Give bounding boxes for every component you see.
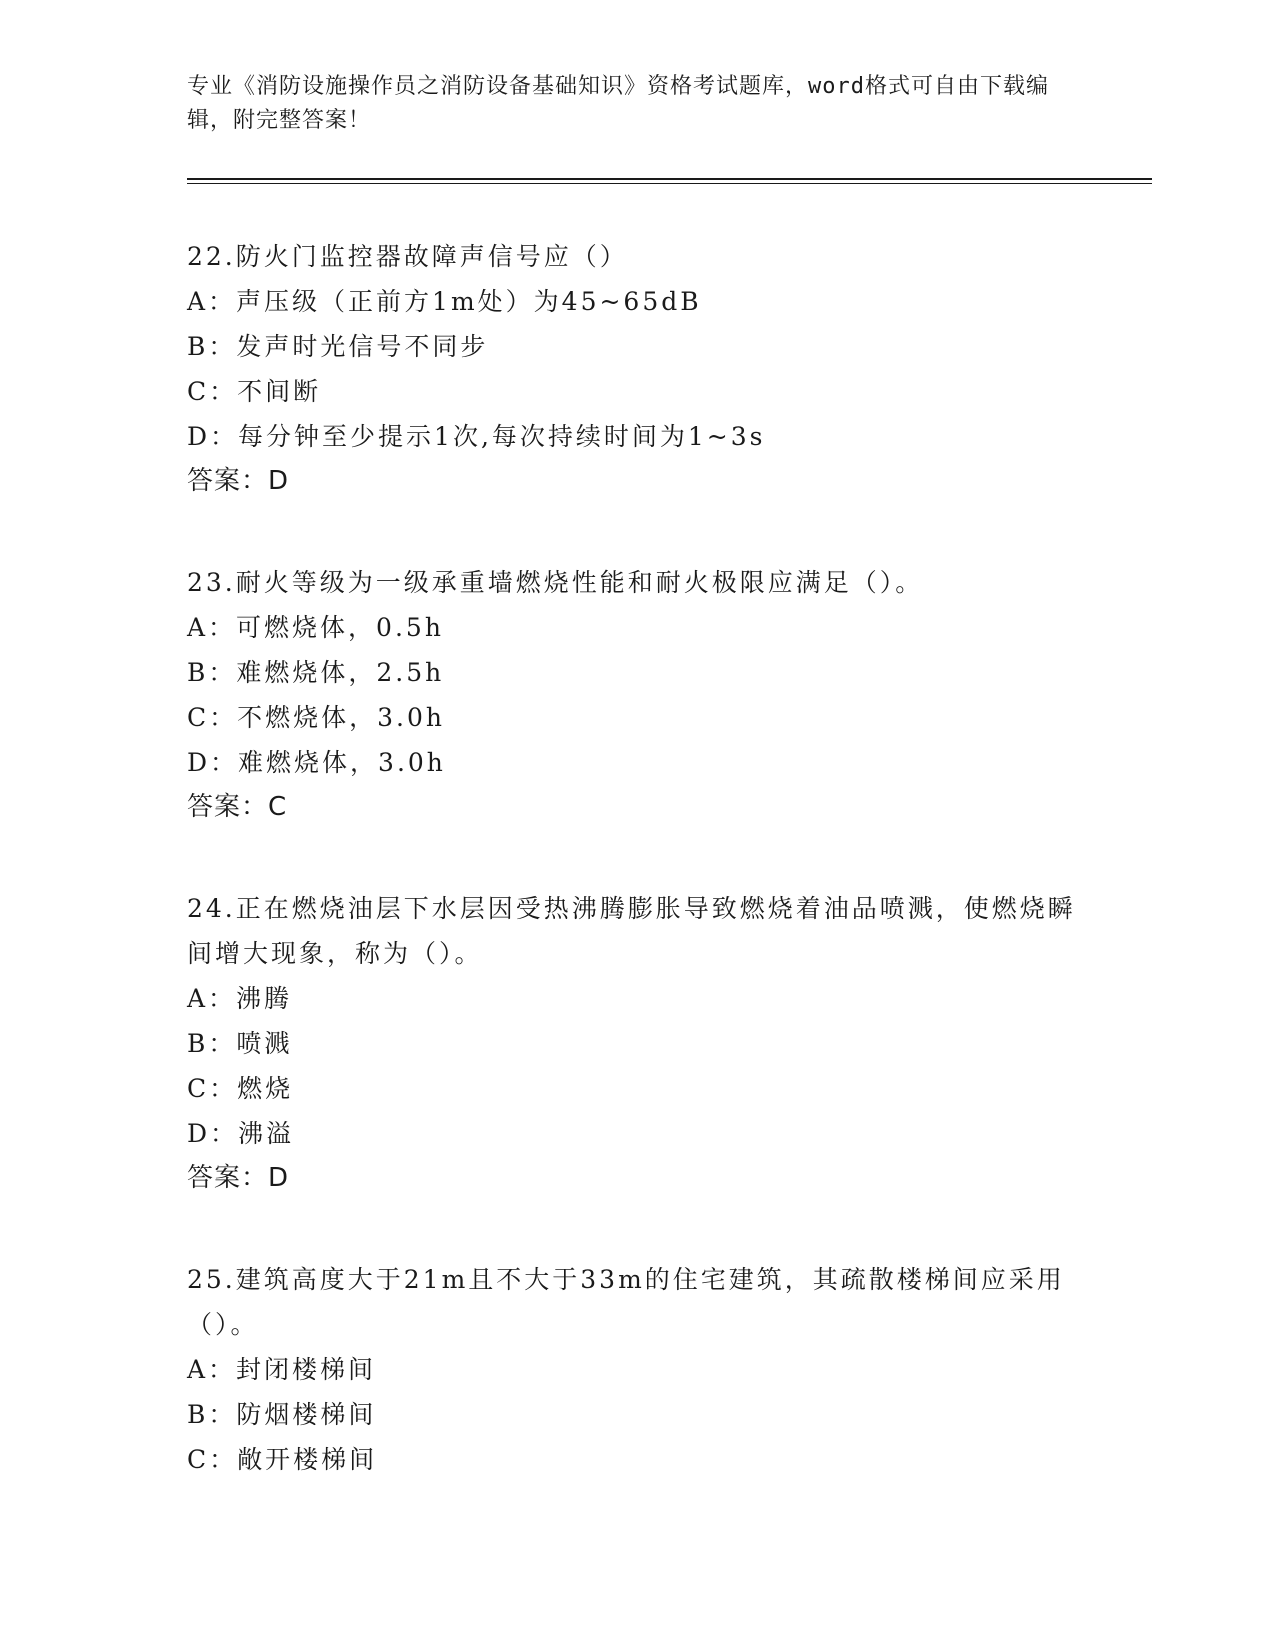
header-divider xyxy=(187,178,1152,180)
option-a: A：声压级（正前方1m处）为45~65dB xyxy=(187,287,702,316)
question-stem: 24.正在燃烧油层下水层因受热沸腾膨胀导致燃烧着油品喷溅，使燃烧瞬间增大现象，称为（）。 xyxy=(187,894,1076,968)
question-23 xyxy=(187,560,1077,830)
question-25 xyxy=(187,1257,1077,1482)
option-b: B：防烟楼梯间 xyxy=(187,1400,377,1429)
answer: 答案：C xyxy=(187,792,288,822)
option-a: A：可燃烧体，0.5h xyxy=(187,613,444,642)
question-stem: 23.耐火等级为一级承重墙燃烧性能和耐火极限应满足（）。 xyxy=(187,568,924,597)
question-24 xyxy=(187,886,1077,1201)
question-stem: 22.防火门监控器故障声信号应（） xyxy=(187,242,628,271)
option-d: D：难燃烧体，3.0h xyxy=(187,748,446,777)
option-b: B：难燃烧体，2.5h xyxy=(187,658,445,687)
option-b: B：喷溅 xyxy=(187,1029,293,1058)
option-c: C：不燃烧体，3.0h xyxy=(187,703,445,732)
option-d: D：每分钟至少提示1次,每次持续时间为1~3s xyxy=(187,422,766,451)
option-c: C：燃烧 xyxy=(187,1074,294,1103)
question-list xyxy=(187,234,1077,1538)
option-c: C：不间断 xyxy=(187,377,322,406)
document-header: 专业《消防设施操作员之消防设备基础知识》资格考试题库，word格式可自由下载编辑，附完整答案！ xyxy=(187,74,1049,133)
header-divider-thin xyxy=(187,183,1152,184)
question-22 xyxy=(187,234,1077,504)
option-d: D：沸溢 xyxy=(187,1119,295,1148)
question-stem: 25.建筑高度大于21m且不大于33m的住宅建筑，其疏散楼梯间应采用（）。 xyxy=(187,1265,1065,1339)
option-a: A：封闭楼梯间 xyxy=(187,1355,377,1384)
option-b: B：发声时光信号不同步 xyxy=(187,332,489,361)
option-a: A：沸腾 xyxy=(187,984,293,1013)
answer: 答案：D xyxy=(187,466,290,496)
option-c: C：敞开楼梯间 xyxy=(187,1445,378,1474)
answer: 答案：D xyxy=(187,1163,290,1193)
